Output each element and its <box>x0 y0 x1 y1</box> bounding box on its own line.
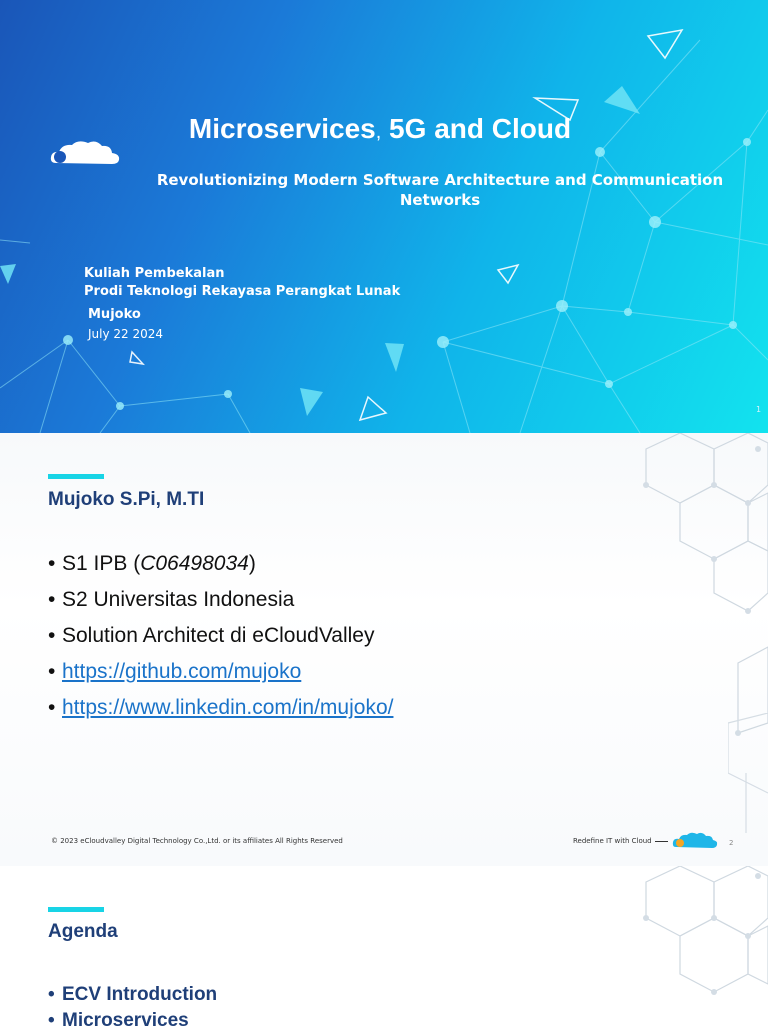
course-line-1: Kuliah Pembekalan <box>84 266 225 281</box>
agenda-item: • ECV Introduction <box>48 984 218 1005</box>
github-link[interactable]: https://github.com/mujoko <box>62 660 302 683</box>
ecloudvalley-footer-logo <box>672 830 718 852</box>
list-item: • S2 Universitas Indonesia <box>48 588 295 611</box>
footer-tagline: Redefine IT with Cloud <box>573 837 652 845</box>
list-item: • https://www.linkedin.com/in/mujoko/ <box>48 696 394 719</box>
list-item: • https://github.com/mujoko <box>48 660 302 683</box>
agenda-heading: Agenda <box>48 921 118 942</box>
linkedin-link[interactable]: https://www.linkedin.com/in/mujoko/ <box>62 696 394 719</box>
course-info <box>84 265 400 301</box>
network-background <box>0 0 768 433</box>
hexagon-network-decoration-lower <box>728 713 768 833</box>
agenda-item: • Microservices <box>48 1010 189 1031</box>
list-item: • Solution Architect di eCloudValley <box>48 624 375 647</box>
footer-divider <box>655 841 668 842</box>
presenter-name: Mujoko <box>88 307 141 322</box>
title-slide <box>0 0 768 433</box>
heading-accent-bar <box>48 907 104 912</box>
ecloudvalley-logo <box>48 137 126 173</box>
presentation-date: July 22 2024 <box>88 327 164 341</box>
slide-title: Microservices, 5G and Cloud <box>188 113 572 144</box>
hexagon-network-decoration <box>618 866 768 1024</box>
list-item: • S1 IPB (C06498034) <box>48 552 256 575</box>
presenter-credentials-list <box>48 550 393 730</box>
slide-number: 2 <box>729 839 734 847</box>
footer-copyright: © 2023 eCloudvalley Digital Technology Co.,Ltd. or its affiliates All Rights Reserved <box>51 837 343 845</box>
slide-subtitle: Revolutionizing Modern Software Architecture and Communication Networks <box>156 171 724 209</box>
heading-accent-bar <box>48 474 104 479</box>
slide-number: 1 <box>756 405 762 414</box>
slide-heading: Mujoko S.Pi, M.TI <box>48 489 205 510</box>
agenda-list <box>48 982 217 1034</box>
course-line-2: Prodi Teknologi Rekayasa Perangkat Lunak <box>84 284 401 299</box>
